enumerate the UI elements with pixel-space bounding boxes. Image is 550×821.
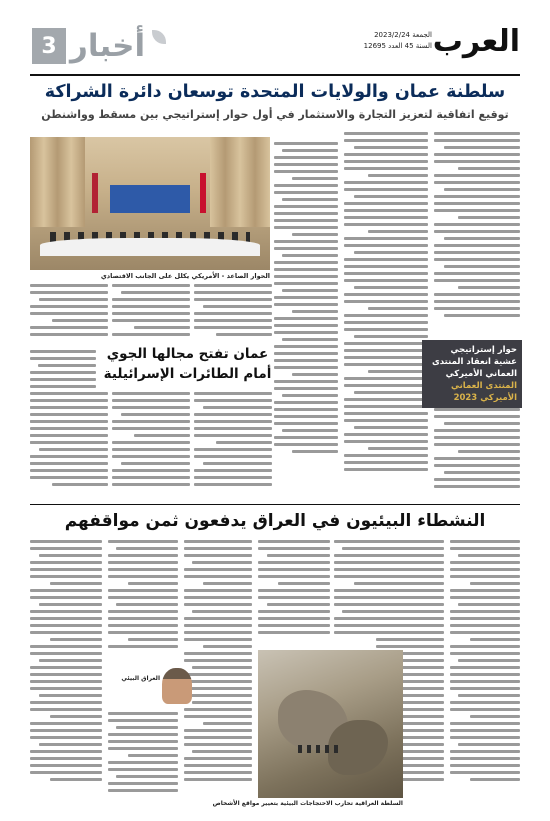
airspace-headline: عمان تفتح مجالها الجوي أمام الطائرات الإسرائيلية — [103, 346, 272, 382]
main-subheadline: توقيع اتفاقية لتعزيز التجارة والاستثمار في أول حوار إستراتيجي بين مسقط وواشنطن — [41, 108, 509, 121]
text-column — [112, 392, 190, 498]
masthead — [30, 22, 520, 74]
text-column — [30, 284, 108, 339]
text-column — [450, 540, 520, 800]
section-label: أخبار — [70, 28, 146, 64]
conference-photo-caption: الحوار الصاعد - الأمريكي يكلل على الجانب الاقتصادي — [100, 272, 270, 280]
conference-photo — [30, 137, 270, 270]
text-column — [112, 284, 190, 339]
text-column — [194, 284, 272, 339]
section-rule — [30, 504, 520, 505]
masthead-rule — [30, 74, 520, 76]
side-box-title: حوار إستراتيجي عشية انعقاد المنتدى العماني الأميركي — [431, 345, 517, 379]
mountain-photo — [258, 650, 403, 798]
leaf-icon — [152, 30, 166, 44]
section-header — [30, 24, 170, 68]
text-column — [194, 392, 272, 498]
text-column — [258, 540, 330, 645]
text-column — [334, 540, 404, 645]
newspaper-logo: العرب — [432, 24, 520, 59]
issue-line: السنة 45 العدد 12695 — [363, 42, 432, 50]
text-column — [108, 712, 178, 800]
side-box-subtitle: المنتدى العماني الأميركي 2023 — [451, 381, 517, 403]
text-column — [30, 392, 108, 498]
page-number: 3 — [32, 28, 66, 64]
main-headline: سلطنة عمان والولايات المتحدة توسعان دائرة الشراكة — [44, 82, 506, 102]
text-column — [184, 540, 252, 800]
text-column — [108, 540, 178, 660]
mountain-photo-caption: السلطة العراقية تحارب الاحتجاجات البيئية بتغيير مواقع الأشخاص — [212, 800, 403, 807]
text-column — [344, 132, 428, 497]
text-column — [434, 132, 520, 332]
date-block — [364, 30, 432, 52]
text-column — [434, 408, 520, 498]
author-photo — [162, 668, 192, 704]
side-box — [422, 340, 522, 408]
text-column — [274, 142, 338, 497]
date-line: الجمعة 2023/2/24 — [374, 31, 432, 39]
author-name: العراق البيئي — [121, 675, 160, 682]
activists-headline: النشطاء البيئيون في العراق يدفعون ثمن مواقفهم — [64, 511, 486, 531]
author-byline — [120, 668, 192, 706]
text-column — [30, 540, 102, 800]
